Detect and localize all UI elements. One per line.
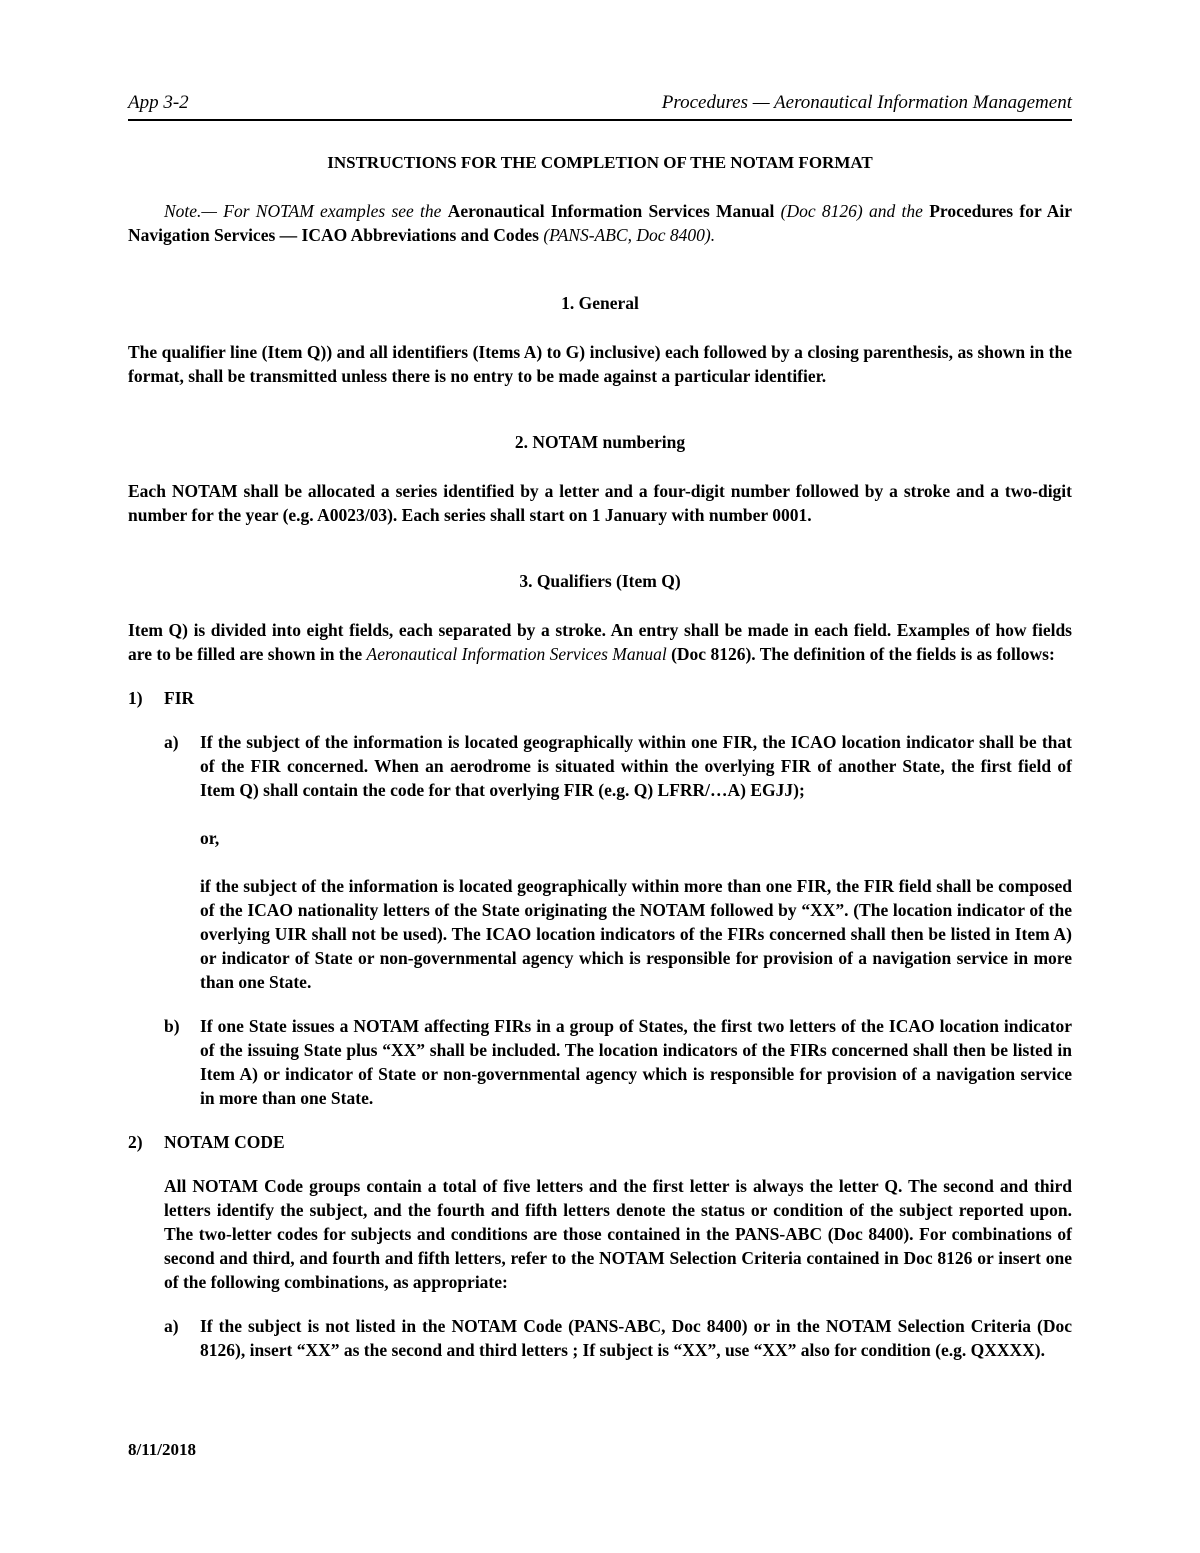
list-item-notam-code: 2) NOTAM CODE bbox=[128, 1132, 285, 1152]
list-item-fir-a: a) If the subject of the information is located geographically within one FIR, the ICAO location indicator shall be that of the FIR concerned. When an aerodrome is situated within the overlying FIR of another State, the first field of Item Q) shall contain the code for that overlying FIR (e.g. Q) LFRR/…A) EGJJ); bbox=[164, 732, 1072, 800]
document-page bbox=[128, 92, 1072, 1362]
note-ref-pans: Procedures for Air Navigation Services — ICAO Abbreviations and Codes bbox=[128, 201, 1072, 245]
note-ref-aim: Aeronautical Information Services Manual bbox=[447, 201, 775, 221]
section-1-text: The qualifier line (Item Q)) and all identifiers (Items A) to G) inclusive) each followed by a closing parenthesis, as shown in the format, shall be transmitted unless there is no entry to be made against a particular identifier. bbox=[128, 342, 1072, 386]
note-text-3: (PANS-ABC, Doc 8400). bbox=[538, 225, 716, 245]
list-item-fir: 1) FIR bbox=[128, 688, 195, 708]
page-header bbox=[128, 92, 1072, 121]
list-item-fir-a-continued: if the subject of the information is located geographically within more than one FIR, the FIR field shall be composed of the ICAO nationality letters of the State originating the NOTAM followed by “XX”. (The location indicator of the overlying UIR shall not be used). The ICAO location indicators of the FIRs concerned shall then be listed in Item A) or indicator of State or non-governmental agency which is responsible for provision of a navigation service in more than one State. bbox=[200, 876, 1072, 992]
note-text-1: Note.— For NOTAM examples see the bbox=[164, 201, 448, 221]
section-3-text: Item Q) is divided into eight fields, each separated by a stroke. An entry shall be made in each field. Examples of how fields are to be filled are shown in the Aeronautical Information Services Manual (Doc 8126). The definition of the fields is as follows: bbox=[128, 620, 1072, 664]
section-3-heading: 3. Qualifiers (Item Q) bbox=[519, 571, 681, 591]
note-paragraph bbox=[128, 199, 1072, 247]
section-2-heading: 2. NOTAM numbering bbox=[514, 432, 686, 452]
ref-aim-manual: Aeronautical Information Services Manual bbox=[366, 644, 667, 664]
list-item-notam-code-a: a) If the subject is not listed in the NOTAM Code (PANS-ABC, Doc 8400) or in the NOTAM Selection Criteria (Doc 8126), insert “XX” as the second and third letters ; If subject is “XX”, use “XX” also for condition (e.g. QXXXX). bbox=[164, 1316, 1072, 1360]
document-title: INSTRUCTIONS FOR THE COMPLETION OF THE NOTAM FORMAT bbox=[327, 153, 873, 172]
notam-code-text: All NOTAM Code groups contain a total of five letters and the first letter is always the letter Q. The second and third letters identify the subject, and the fourth and fifth letters denote the status or condition of the subject reported upon. The two-letter codes for subjects and conditions are those contained in the PANS-ABC (Doc 8400). For combinations of second and third, and fourth and fifth letters, refer to the NOTAM Selection Criteria contained in Doc 8126 or insert one of the following combinations, as appropriate: bbox=[164, 1176, 1072, 1292]
header-document-title: Procedures — Aeronautical Information Management bbox=[661, 92, 1072, 113]
footer-date: 8/11/2018 bbox=[128, 1440, 197, 1459]
section-1-heading: 1. General bbox=[561, 293, 639, 313]
section-2-text: Each NOTAM shall be allocated a series identified by a letter and a four-digit number followed by a stroke and a two-digit number for the year (e.g. A0023/03). Each series shall start on 1 January with number 0001. bbox=[128, 481, 1072, 525]
or-text: or, bbox=[200, 828, 220, 848]
note-text-2: (Doc 8126) and the bbox=[774, 201, 930, 221]
list-item-fir-b: b) If one State issues a NOTAM affecting FIRs in a group of States, the first two letters of the ICAO location indicator of the issuing State plus “XX” shall be included. The location indicators of the FIRs concerned shall then be listed in Item A) or indicator of State or non-governmental agency which is responsible for provision of a navigation service in more than one State. bbox=[164, 1016, 1072, 1108]
header-page-number: App 3-2 bbox=[128, 92, 189, 113]
